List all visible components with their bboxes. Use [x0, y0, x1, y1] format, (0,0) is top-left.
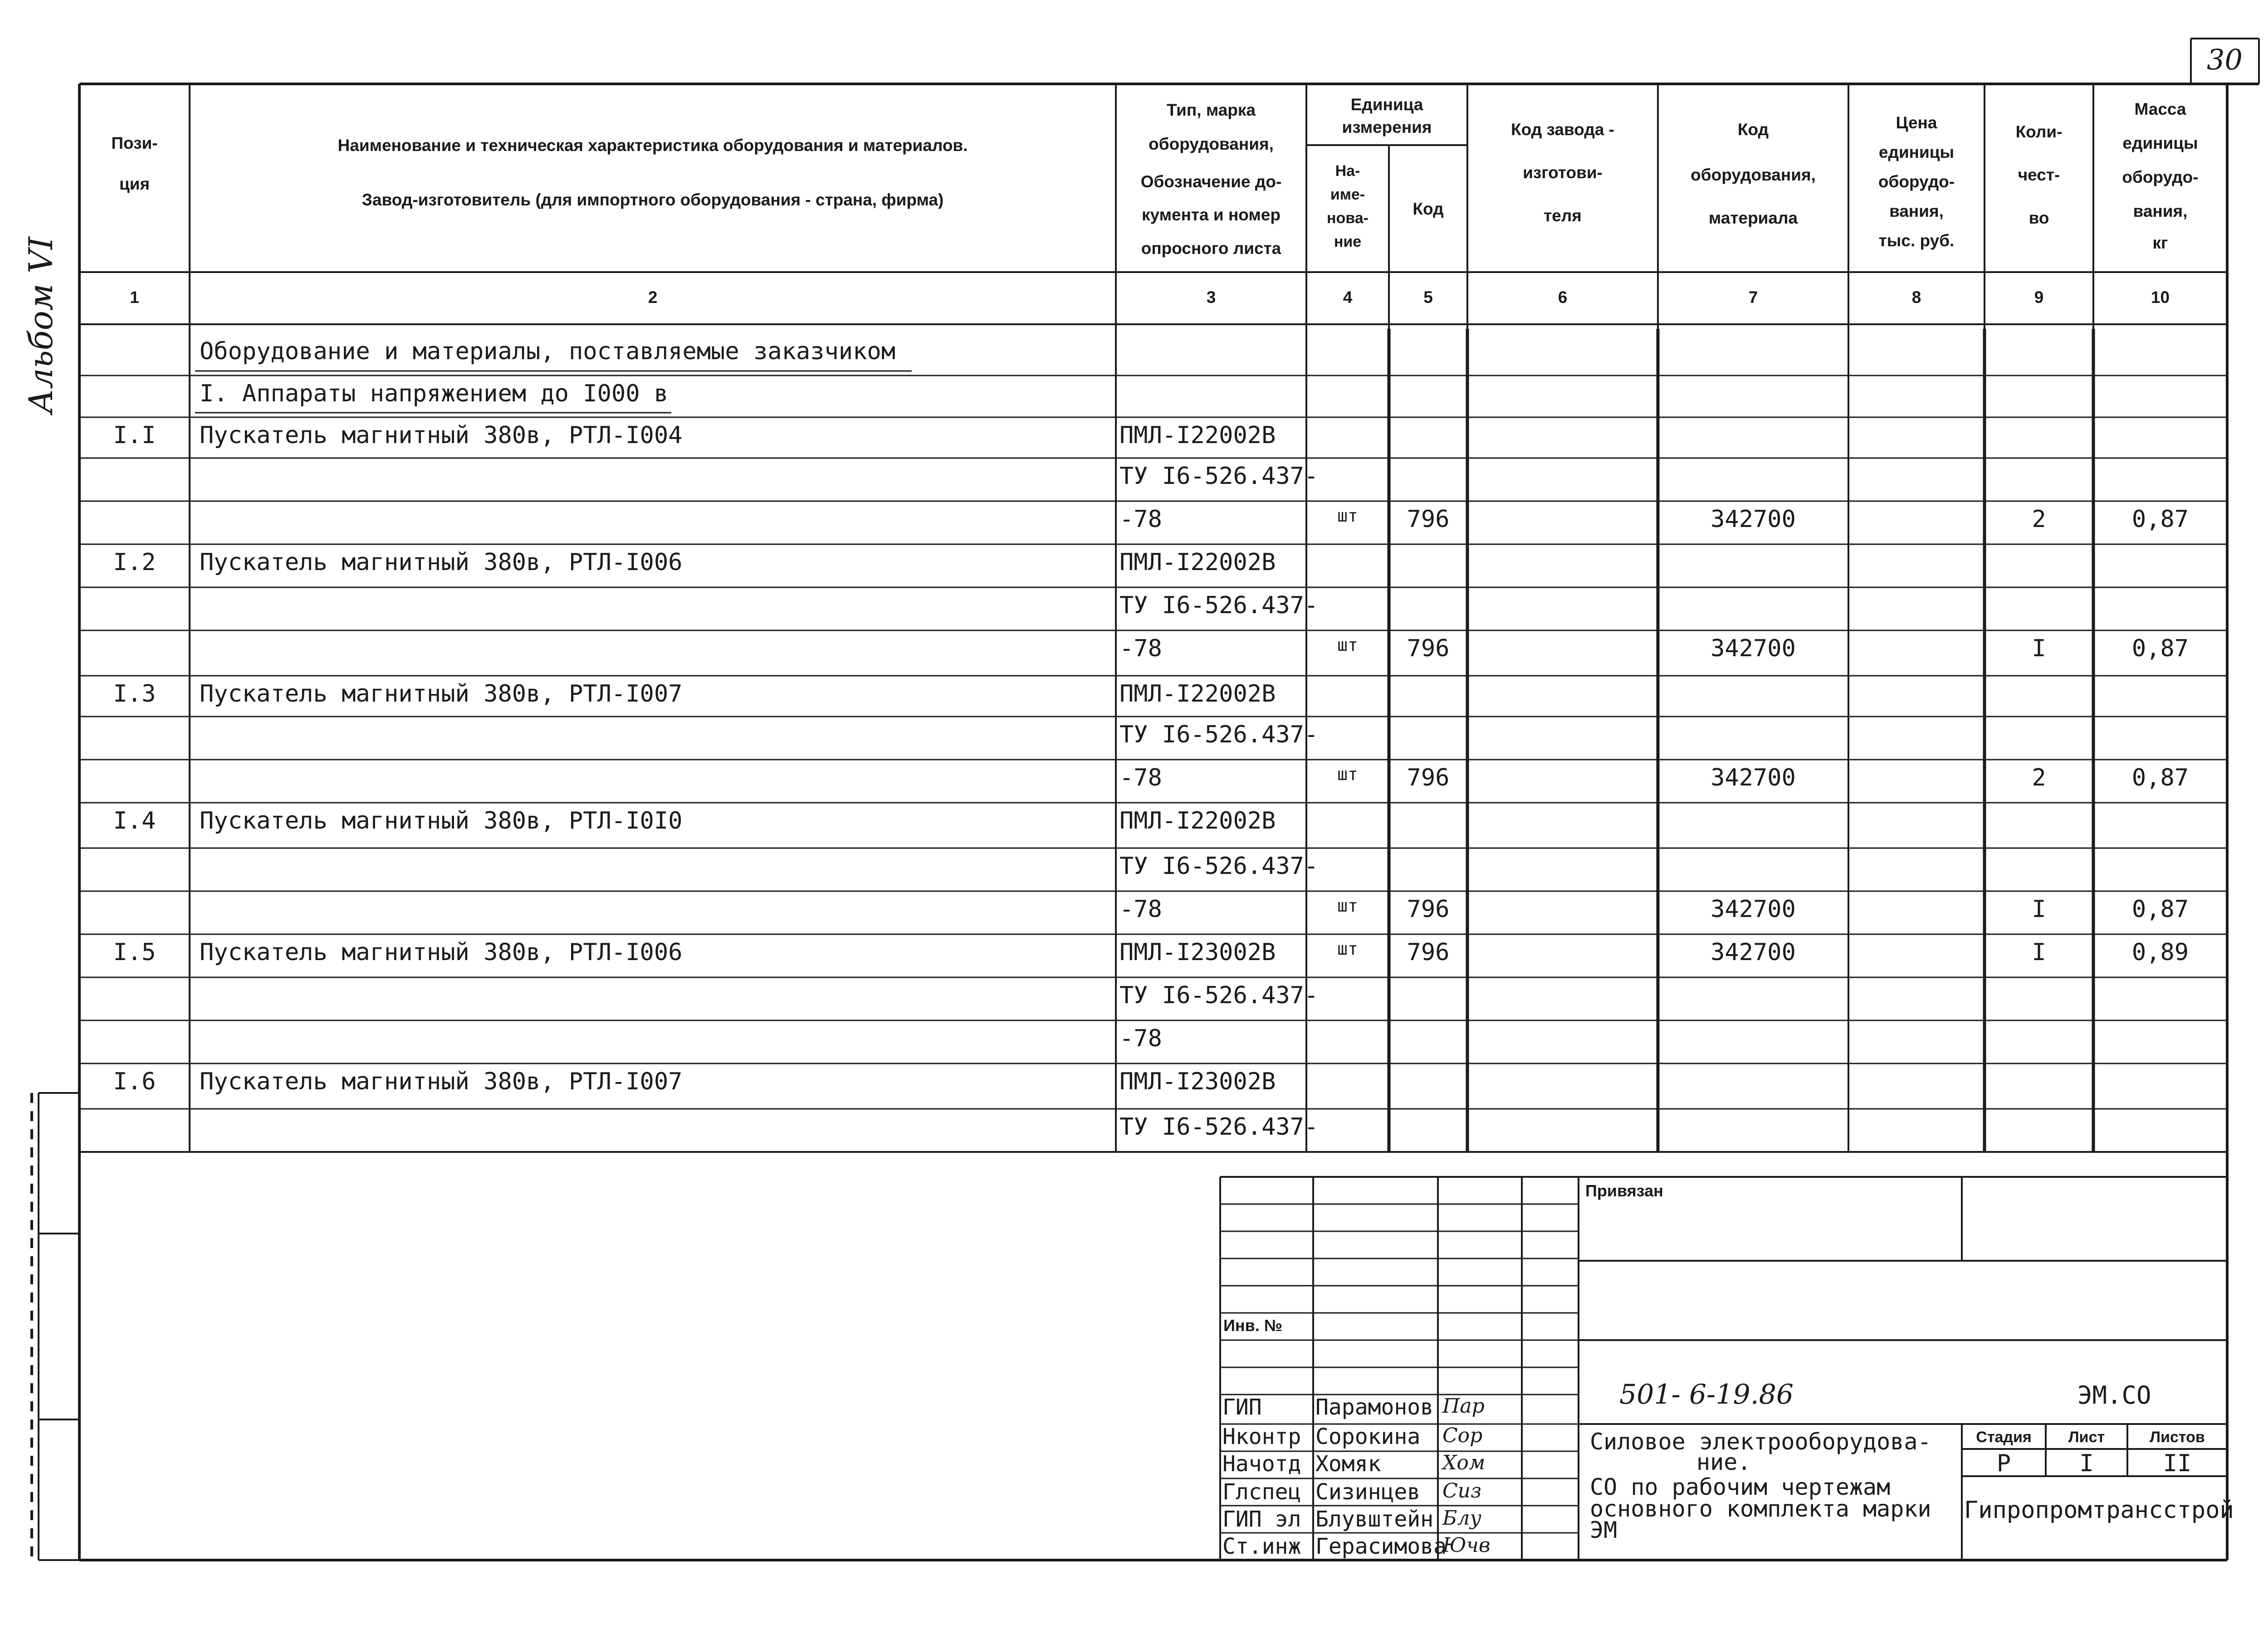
signer-name: Хомяк: [1315, 1451, 1381, 1477]
colnum-1: 1: [130, 288, 139, 307]
colnum-9: 9: [2034, 288, 2044, 307]
colnum-5: 5: [1423, 288, 1433, 307]
signer-role: Глспец: [1222, 1479, 1301, 1505]
stage-label: Стадия: [1976, 1429, 2032, 1446]
cell-type: ТУ I6-526.437-: [1119, 721, 1319, 748]
header-col7-l2: оборудования,: [1691, 166, 1816, 184]
stage-value: Р: [1996, 1450, 2011, 1477]
inv-no-label: Инв. №: [1223, 1316, 1282, 1335]
signer-role: ГИП: [1222, 1395, 1262, 1420]
header-col3-l2: оборудования,: [1149, 135, 1274, 153]
header-col4-l4: ние: [1334, 233, 1362, 250]
header-col9-l2: чест-: [2018, 166, 2060, 184]
cell-pos: I.5: [113, 939, 156, 966]
colnum-2: 2: [648, 288, 658, 307]
header-col8-l4: вания,: [1889, 202, 1944, 220]
cell-mcode: 342700: [1711, 939, 1796, 966]
cell-pos: I.2: [113, 549, 156, 576]
header-col1-l2: ция: [119, 175, 150, 193]
cell-type: ТУ I6-526.437-: [1119, 982, 1319, 1009]
cell-type: ПМЛ-I22002В: [1119, 549, 1276, 576]
cell-type: ТУ I6-526.437-: [1119, 853, 1319, 880]
signer-role: ГИП эл: [1222, 1507, 1301, 1532]
cell-mass: 0,87: [2131, 896, 2189, 923]
header-col10-l5: кг: [2152, 234, 2168, 252]
signer-name: Герасимова: [1315, 1534, 1447, 1559]
signer-role: Ст.инж: [1222, 1534, 1301, 1559]
cell-qty: I: [2032, 896, 2046, 923]
title-line-4: основного комплекта марки: [1590, 1496, 1931, 1522]
signer-signature: Хом: [1442, 1451, 1486, 1474]
cell-name: Пускатель магнитный 380в, РТЛ-I006: [200, 549, 683, 576]
title-line-3: СО по рабочим чертежам: [1590, 1474, 1891, 1500]
cell-code: 796: [1407, 764, 1450, 791]
cell-mass: 0,87: [2131, 764, 2189, 791]
header-col8-l1: Цена: [1896, 113, 1937, 132]
header-col1-l1: Пози-: [111, 134, 158, 152]
cell-name: Оборудование и материалы, поставляемые заказчиком: [200, 338, 896, 365]
header-col2-l2: Завод-изготовитель (для импортного оборудования - страна, фирма): [362, 190, 944, 209]
header-col7-l3: материала: [1708, 209, 1798, 227]
cell-unit: шт: [1337, 896, 1358, 916]
header-col4-l1: На-: [1335, 162, 1360, 180]
cell-type: -78: [1119, 896, 1162, 923]
cell-name: Пускатель магнитный 380в, РТЛ-I004: [200, 422, 683, 449]
header-col7-l1: Код: [1737, 120, 1769, 139]
header-col4-l2: име-: [1330, 186, 1365, 203]
doc-mark: ЭМ.СО: [2077, 1381, 2151, 1410]
signer-signature: Сиз: [1442, 1479, 1482, 1502]
cell-unit: шт: [1337, 506, 1358, 526]
sheets-value: II: [2163, 1450, 2192, 1477]
cell-name: Пускатель магнитный 380в, РТЛ-I007: [200, 1068, 683, 1095]
cell-qty: 2: [2032, 764, 2046, 791]
header-col3-l4: кумента и номер: [1142, 205, 1281, 224]
header-unit-l2: измерения: [1342, 118, 1432, 137]
album-label: Альбом VI: [22, 237, 60, 414]
cell-pos: I.4: [113, 807, 156, 834]
signer-signature: Сор: [1442, 1424, 1483, 1447]
doc-code: 501- 6-19.86: [1619, 1379, 1794, 1410]
cell-pos: I.3: [113, 680, 156, 707]
colnum-4: 4: [1343, 288, 1353, 307]
cell-unit: шт: [1337, 939, 1358, 959]
signer-role: Начотд: [1222, 1451, 1301, 1477]
colnum-3: 3: [1206, 288, 1216, 307]
signer-signature: Блу: [1442, 1507, 1481, 1530]
colnum-10: 10: [2151, 288, 2170, 307]
cell-type: ТУ I6-526.437-: [1119, 592, 1319, 619]
cell-mcode: 342700: [1711, 635, 1796, 662]
cell-type: ПМЛ-I22002В: [1119, 422, 1276, 449]
cell-code: 796: [1407, 506, 1450, 533]
cell-type: ТУ I6-526.437-: [1119, 1113, 1319, 1141]
cell-type: -78: [1119, 764, 1162, 791]
colnum-7: 7: [1748, 288, 1758, 307]
header-col8-l2: единицы: [1878, 143, 1955, 161]
signer-name: Сизинцев: [1315, 1479, 1421, 1505]
cell-name: Пускатель магнитный 380в, РТЛ-I0I0: [200, 807, 683, 834]
cell-unit: шт: [1337, 764, 1358, 784]
cell-pos: I.6: [113, 1068, 156, 1095]
header-col3-l5: опросного листа: [1141, 239, 1281, 258]
signer-name: Сорокина: [1315, 1424, 1421, 1449]
cell-name: Пускатель магнитный 380в, РТЛ-I007: [200, 680, 683, 707]
cell-mcode: 342700: [1711, 506, 1796, 533]
sheets-label: Листов: [2150, 1429, 2205, 1446]
signer-signature: Ючв: [1442, 1534, 1491, 1557]
header-col5: Код: [1413, 200, 1444, 218]
header-col8-l3: оборудо-: [1878, 172, 1955, 191]
header-col3-l3: Обозначение до-: [1140, 172, 1282, 191]
cell-unit: шт: [1337, 635, 1358, 655]
cell-code: 796: [1407, 635, 1450, 662]
cell-type: ТУ I6-526.437-: [1119, 463, 1319, 490]
cell-type: ПМЛ-I23002В: [1119, 939, 1276, 966]
cell-type: -78: [1119, 506, 1162, 533]
cell-type: -78: [1119, 635, 1162, 662]
title-line-2: ние.: [1696, 1449, 1751, 1475]
cell-code: 796: [1407, 939, 1450, 966]
cell-mcode: 342700: [1711, 896, 1796, 923]
page-number: 30: [2207, 43, 2243, 76]
sheet-label: Лист: [2068, 1429, 2105, 1446]
cell-code: 796: [1407, 896, 1450, 923]
sheet-value: I: [2079, 1450, 2094, 1477]
cell-type: ПМЛ-I23002В: [1119, 1068, 1276, 1095]
header-col9-l1: Коли-: [2015, 122, 2063, 141]
signer-name: Парамонов: [1315, 1395, 1434, 1420]
cell-mass: 0,89: [2131, 939, 2189, 966]
cell-mass: 0,87: [2131, 635, 2189, 662]
cell-name: I. Аппараты напряжением до I000 в: [200, 380, 669, 407]
header-unit-l1: Единица: [1350, 95, 1423, 114]
cell-type: -78: [1119, 1025, 1162, 1052]
header-col6-l2: изготови-: [1523, 163, 1603, 182]
cell-type: ПМЛ-I22002В: [1119, 680, 1276, 707]
header-col2-l1: Наименование и техническая характеристика оборудования и материалов.: [337, 136, 968, 155]
cell-mass: 0,87: [2131, 506, 2189, 533]
organization: Гипропромтрансстрой: [1964, 1497, 2234, 1524]
title-line-1: Силовое электрооборудова-: [1590, 1429, 1931, 1455]
cell-qty: I: [2032, 635, 2046, 662]
title-line-5: ЭМ: [1590, 1517, 1618, 1543]
signer-role: Нконтр: [1222, 1424, 1301, 1449]
cell-qty: 2: [2032, 506, 2046, 533]
cell-type: ПМЛ-I22002В: [1119, 807, 1276, 834]
signer-signature: Пар: [1442, 1395, 1485, 1418]
header-col6-l1: Код завода -: [1511, 120, 1614, 139]
header-col10-l1: Масса: [2134, 100, 2186, 118]
header-col6-l3: теля: [1544, 206, 1582, 225]
header-col8-l5: тыс. руб.: [1878, 231, 1955, 250]
colnum-6: 6: [1558, 288, 1568, 307]
header-col9-l3: во: [2028, 209, 2049, 227]
header-col10-l2: единицы: [2122, 134, 2198, 152]
signer-name: Блувштейн: [1315, 1507, 1434, 1532]
privyazan-label: Привязан: [1585, 1181, 1663, 1200]
header-col4-l3: нова-: [1327, 210, 1369, 227]
cell-name: Пускатель магнитный 380в, РТЛ-I006: [200, 939, 683, 966]
cell-pos: I.I: [113, 422, 156, 449]
header-col10-l4: вания,: [2133, 202, 2188, 220]
colnum-8: 8: [1911, 288, 1921, 307]
cell-mcode: 342700: [1711, 764, 1796, 791]
cell-qty: I: [2032, 939, 2046, 966]
header-col3-l1: Тип, марка: [1166, 101, 1256, 119]
header-col10-l3: оборудо-: [2122, 168, 2199, 186]
